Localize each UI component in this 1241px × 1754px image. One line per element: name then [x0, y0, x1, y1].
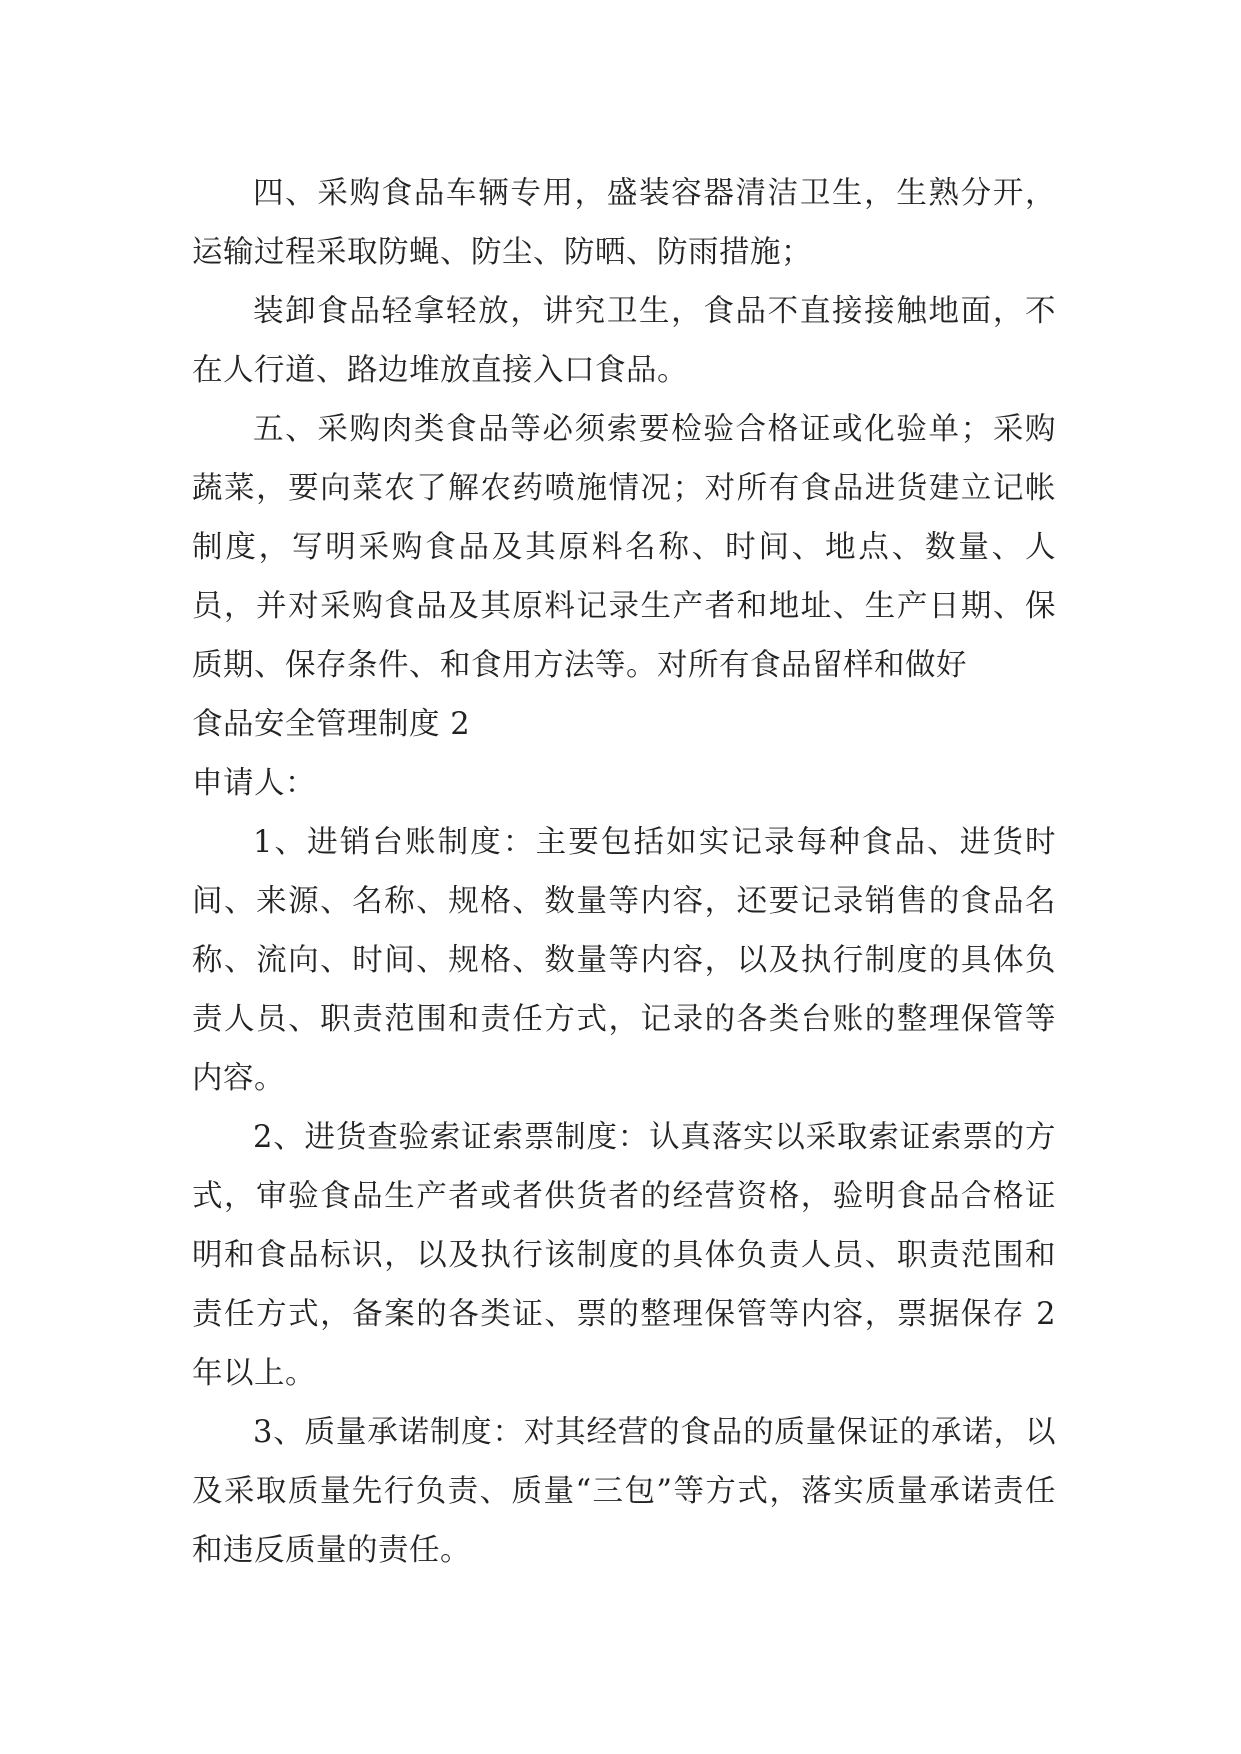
- paragraph-loading-unloading: 装卸食品轻拿轻放，讲究卫生，食品不直接接触地面，不在人行道、路边堆放直接入口食品。: [192, 294, 1056, 388]
- paragraph-purchase-meat-records: 五、采购肉类食品等必须索要检验合格证或化验单；采购蔬菜，要向菜农了解农药喷施情况；对所有食品进货建立记帐制度，写明采购食品及其原料名称、时间、地点、数量、人员，并对采购食品及其原料记录生产者和地址、生产日期、保质期、保存条件、和食用方法等。对所有食品留样和做好: [192, 412, 1056, 683]
- paragraph-sales-ledger: 1、进销台账制度：主要包括如实记录每种食品、进货时间、来源、名称、规格、数量等内容，还要记录销售的食品名称、流向、时间、规格、数量等内容，以及执行制度的具体负责人员、职责范围和责任方式，记录的各类台账的整理保管等内容。: [192, 825, 1056, 1096]
- paragraph-inspection-invoices: 2、进货查验索证索票制度：认真落实以采取索证索票的方式，审验食品生产者或者供货者的经营资格，验明食品合格证明和食品标识，以及执行该制度的具体负责人员、职责范围和责任方式，备案的各类证、票的整理保管等内容，票据保存 2 年以上。: [192, 1120, 1056, 1391]
- applicant-label: 申请人：: [192, 766, 316, 801]
- document-body: [192, 164, 1056, 1580]
- section-title: 食品安全管理制度 2: [192, 707, 471, 742]
- paragraph-quality-commitment: 3、质量承诺制度：对其经营的食品的质量保证的承诺，以及采取质量先行负责、质量“三包”等方式，落实质量承诺责任和违反质量的责任。: [192, 1415, 1056, 1568]
- paragraph-purchase-vehicles: 四、采购食品车辆专用，盛装容器清洁卫生，生熟分开，运输过程采取防蝇、防尘、防晒、防雨措施；: [192, 176, 1056, 270]
